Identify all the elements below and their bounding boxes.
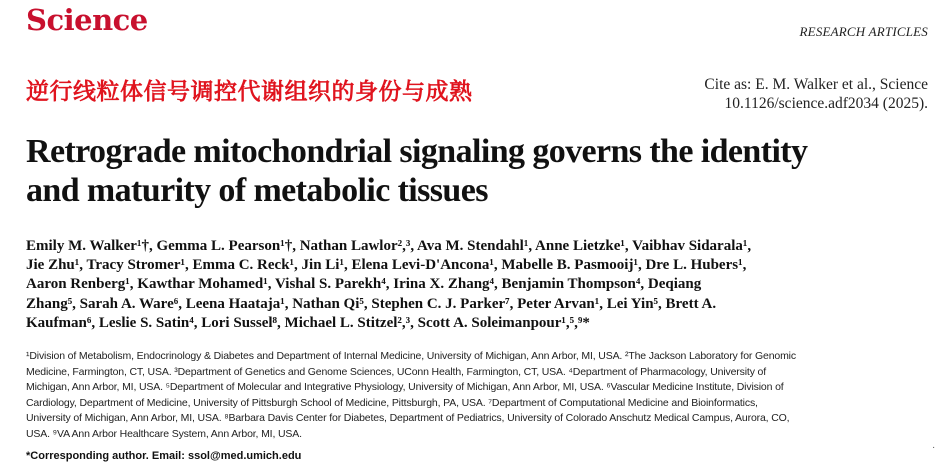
chinese-title: 逆行线粒体信号调控代谢组织的身份与成熟: [26, 79, 473, 105]
article-title-line-1: Retrograde mitochondrial signaling governs the identity: [26, 133, 808, 170]
author-line: Emily M. Walker¹†, Gemma L. Pearson¹†, Nathan Lawlor²,³, Ava M. Stendahl¹, Anne Lietzke¹, Vaibhav Sidarala¹,: [26, 238, 752, 254]
affiliation-line: Michigan, Ann Arbor, MI, USA. ⁵Department of Molecular and Integrative Physiology, University of Michigan, Ann Arbor, MI, USA. ⁶Vascular Medicine Institute, Division of: [26, 381, 784, 394]
citation-line-2: 10.1126/science.adf2034 (2025).: [724, 95, 928, 112]
citation-line-1: Cite as: E. M. Walker et al., Science: [704, 76, 928, 93]
affiliation-line: University of Michigan, Ann Arbor, MI, USA. ⁸Barbara Davis Center for Diabetes, Department of Pediatrics, University of Colorado Anschutz Medical Campus, Aurora, CO,: [26, 412, 790, 425]
affiliation-line: USA. ⁹VA Ann Arbor Healthcare System, Ann Arbor, MI, USA.: [26, 427, 302, 440]
author-line: Jie Zhu¹, Tracy Stromer¹, Emma C. Reck¹, Jin Li¹, Elena Levi-D'Ancona¹, Mabelle B. Pasmooij¹, Dre L. Hubers¹,: [26, 257, 747, 274]
affiliation-line: Medicine, Farmington, CT, USA. ³Department of Genetics and Genome Sciences, UConn Health, Farmington, CT, USA. ⁴Department of Pharmacology, University of: [26, 365, 767, 378]
affiliation-line: ¹Division of Metabolism, Endocrinology & Diabetes and Department of Internal Medicine, University of Michigan, Ann Arbor, MI, USA. ²The Jackson Laboratory for Genomic: [26, 350, 796, 362]
section-label: RESEARCH ARTICLES: [799, 24, 928, 39]
stray-mark: .: [932, 440, 935, 451]
journal-logo: Science: [26, 3, 148, 37]
author-line: Kaufman⁶, Leslie S. Satin⁴, Lori Sussel⁸, Michael L. Stitzel²,³, Scott A. Soleimanpour¹,⁵,⁹*: [26, 314, 590, 331]
affiliation-line: Cardiology, Department of Medicine, University of Pittsburgh School of Medicine, Pittsburgh, PA, USA. ⁷Department of Computational Medicine and Bioinformatics,: [26, 396, 758, 409]
author-line: Aaron Renberg¹, Kawthar Mohamed¹, Vishal S. Parekh⁴, Irina X. Zhang⁴, Benjamin Thompson⁴, Deqiang: [26, 276, 702, 293]
article-title: [26, 132, 926, 210]
affiliation-list: [26, 349, 926, 443]
article-title-line-2: and maturity of metabolic tissues: [26, 172, 488, 209]
citation-block: [704, 75, 928, 113]
author-line: Zhang⁵, Sarah A. Ware⁶, Leena Haataja¹, Nathan Qi⁵, Stephen C. J. Parker⁷, Peter Arvan¹, Lei Yin⁵, Brett A.: [26, 295, 717, 312]
corresponding-author: *Corresponding author. Email: ssol@med.umich.edu: [26, 450, 302, 462]
author-list: [26, 237, 936, 333]
